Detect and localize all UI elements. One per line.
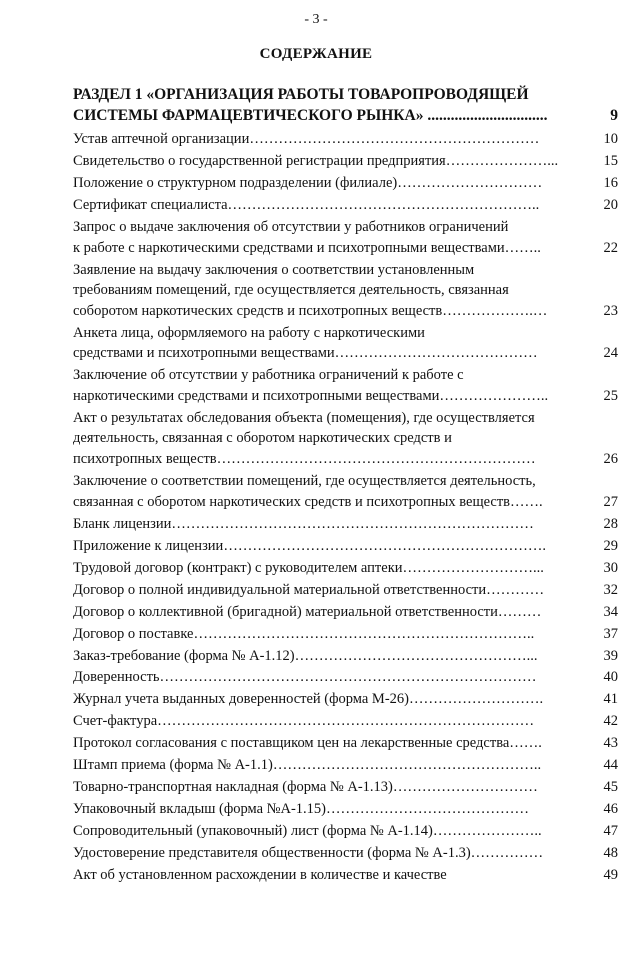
toc-entry-title-line: Положение о структурном подразделении (филиале)…………………………: [73, 174, 543, 191]
toc-entry-page: 29: [603, 537, 618, 554]
toc-entry-title-line: Заявление на выдачу заключения о соответствии установленным: [73, 261, 475, 278]
toc-entry-title: [73, 323, 582, 364]
toc-entry-page: 26: [603, 451, 618, 468]
toc-entry-page: 25: [603, 387, 618, 404]
toc-entry-title-line: Сертификат специалиста………………………………………………………..: [73, 196, 540, 213]
toc-entry-title-line: Доверенность……………………………………………………………………: [73, 669, 537, 686]
toc-entry-title: [73, 217, 582, 258]
toc-entry[interactable]: [73, 558, 618, 579]
toc-entry[interactable]: [73, 624, 618, 645]
toc-entry-page: 15: [603, 152, 618, 169]
toc-entry-page: 28: [603, 515, 618, 532]
toc-entry-page: 46: [603, 801, 618, 818]
toc-entry[interactable]: [73, 755, 618, 776]
toc-entry-title: [73, 129, 582, 150]
toc-entry-title-line: психотропных веществ…………………………………………………………: [73, 451, 536, 468]
toc-entry-title-line: наркотическими средствами и психотропными веществами…………………..: [73, 387, 549, 404]
toc-entry[interactable]: [73, 195, 618, 216]
toc-entry-title: [73, 711, 582, 732]
toc-entry-title: [73, 799, 582, 820]
toc-entry-page: 44: [603, 757, 618, 774]
toc-entry-title-line: Анкета лица, оформляемого на работу с наркотическими: [73, 324, 425, 341]
toc-entry-title: [73, 471, 582, 512]
toc-entry-page: 22: [603, 239, 618, 256]
toc-entry-title-line: соборотом наркотических средств и психотропных веществ……………….…: [73, 302, 548, 319]
toc-entry[interactable]: [73, 689, 618, 710]
toc-section-title-line: СИСТЕМЫ ФАРМАЦЕВТИЧЕСКОГО РЫНКА» ...............................: [73, 107, 548, 124]
toc-entry-title-line: Счет-фактура……………………………………………………………………: [73, 713, 535, 730]
toc-entry-title: [73, 733, 582, 754]
toc-entry[interactable]: [73, 733, 618, 754]
toc-entry-page: 42: [603, 713, 618, 730]
toc-entry[interactable]: [73, 408, 618, 470]
toc-entry-title-line: Трудовой договор (контракт) с руководителем аптеки………………………...: [73, 559, 544, 576]
toc-entry-title-line: Приложение к лицензии………………………………………………………….: [73, 537, 546, 554]
toc-entry-page: 10: [603, 131, 618, 147]
toc-entry-title-line: Сопроводительный (упаковочный) лист (форма № А-1.14)…………………..: [73, 823, 542, 840]
toc-entry-title: [73, 408, 582, 470]
toc-entry[interactable]: [73, 260, 618, 322]
toc-entry[interactable]: [73, 129, 618, 150]
toc-entry-title: [73, 536, 582, 557]
toc-entry-title: [73, 667, 582, 688]
toc-entry[interactable]: [73, 580, 618, 601]
toc-entry-title: [73, 558, 582, 579]
table-of-contents: [73, 84, 618, 887]
toc-entry[interactable]: [73, 602, 618, 623]
toc-entry-page: 30: [603, 559, 618, 576]
toc-entry-page: 48: [603, 845, 618, 862]
toc-entry-page: 47: [603, 823, 618, 840]
toc-entry[interactable]: [73, 711, 618, 732]
toc-entry-title-line: Штамп приема (форма № А-1.1)………………………………………………..: [73, 757, 542, 774]
toc-entry-title-line: Акт о результатах обследования объекта (помещения), где осуществляется: [73, 409, 535, 426]
toc-entry-title-line: Договор о коллективной (бригадной) материальной ответственности………: [73, 603, 542, 620]
toc-entry-page: 41: [603, 691, 618, 708]
toc-entry-title: [73, 602, 582, 623]
toc-entry-title-line: связанная с оборотом наркотических средств и психотропных веществ…….: [73, 493, 543, 510]
toc-entry-page: 34: [603, 603, 618, 620]
toc-entry-page: 40: [603, 669, 618, 686]
toc-entry-page: 45: [603, 779, 618, 796]
toc-entry-title-line: Упаковочный вкладыш (форма №А-1.15)……………………………………: [73, 801, 529, 818]
toc-entry-title-line: Бланк лицензии…………………………………………………………………: [73, 515, 534, 532]
toc-entry-title: [73, 821, 582, 842]
toc-entry-page: 39: [603, 647, 618, 664]
toc-section-page: 9: [610, 107, 618, 124]
toc-entry[interactable]: [73, 865, 618, 886]
toc-entry[interactable]: [73, 646, 618, 667]
toc-entry-title-line: Устав аптечной организации……………………………………………………: [73, 131, 540, 147]
toc-entry[interactable]: [73, 151, 618, 172]
toc-entry[interactable]: [73, 667, 618, 688]
toc-entry-title-line: средствами и психотропными веществами……………………………………: [73, 345, 538, 362]
toc-entry-title: [73, 646, 582, 667]
page-number: - 3 -: [304, 12, 328, 27]
toc-entry-title-line: Запрос о выдаче заключения об отсутствии у работников ограничений: [73, 218, 509, 235]
toc-entry[interactable]: [73, 173, 618, 194]
toc-entry-title-line: Журнал учета выданных доверенностей (форма М-26)……………………….: [73, 691, 544, 708]
toc-entry-title: [73, 689, 582, 710]
toc-entry[interactable]: [73, 514, 618, 535]
toc-entry[interactable]: [73, 365, 618, 406]
toc-entry-title: [73, 514, 582, 535]
toc-entry[interactable]: [73, 777, 618, 798]
toc-entry-page: 16: [603, 174, 618, 191]
toc-entry[interactable]: [73, 536, 618, 557]
toc-entry-page: 37: [603, 625, 618, 642]
toc-entry-page: 27: [603, 493, 618, 510]
toc-entry-title-line: Заключение об отсутствии у работника ограничений к работе с: [73, 367, 464, 384]
toc-section-title-line: РАЗДЕЛ 1 «ОРГАНИЗАЦИЯ РАБОТЫ ТОВАРОПРОВОДЯЩЕЙ: [73, 86, 529, 103]
toc-entry-page: 24: [603, 345, 618, 362]
toc-entry-title: [73, 365, 582, 406]
toc-entry-title-line: Удостоверение представителя общественности (форма № А-1.3)……………: [73, 845, 544, 862]
toc-entry-title-line: Товарно-транспортная накладная (форма № А-1.13)…………………………: [73, 779, 538, 796]
toc-entry-title: [73, 777, 582, 798]
toc-title: СОДЕРЖАНИЕ: [259, 46, 373, 62]
toc-entry-title-line: Договор о поставке……………………………………………………………..: [73, 625, 535, 642]
toc-entry[interactable]: [73, 821, 618, 842]
toc-entry-page: 49: [603, 867, 618, 884]
toc-entry-page: 23: [603, 302, 618, 319]
toc-entry[interactable]: [73, 323, 618, 364]
toc-entry-title: [73, 195, 582, 216]
toc-entry-title: [73, 580, 582, 601]
toc-entry[interactable]: [73, 217, 618, 258]
toc-entry-title-line: Заказ-требование (форма № А-1.12)…………………………………………...: [73, 647, 538, 664]
toc-entry-title: [73, 865, 582, 886]
toc-entry-title-line: к работе с наркотическими средствами и психотропными веществами……..: [73, 239, 541, 256]
toc-entry-title: [73, 151, 582, 172]
toc-entry-title-line: требованиям помещений, где осуществляется деятельность, связанная: [73, 282, 509, 299]
toc-entry-title-line: Договор о полной индивидуальной материальной ответственности…………: [73, 581, 545, 598]
toc-entry-title-line: Заключение о соответствии помещений, где осуществляется деятельность,: [73, 473, 536, 490]
toc-entry-title: [73, 843, 582, 864]
toc-entry-title-line: деятельность, связанная с оборотом наркотических средств и: [73, 430, 452, 447]
toc-entry-title: [73, 260, 582, 322]
toc-entry-page: 32: [603, 581, 618, 598]
toc-entry-title: [73, 624, 582, 645]
toc-entry-title-line: Протокол согласования с поставщиком цен на лекарственные средства…….: [73, 735, 542, 752]
toc-entry-page: 43: [603, 735, 618, 752]
toc-entry-title: [73, 755, 582, 776]
toc-entry-title: [73, 173, 582, 194]
toc-entry-page: 20: [603, 196, 618, 213]
toc-entry[interactable]: [73, 843, 618, 864]
toc-entry-title-line: Свидетельство о государственной регистрации предприятия…………………...: [73, 152, 559, 169]
toc-section-title: [73, 84, 582, 126]
toc-entry[interactable]: [73, 799, 618, 820]
toc-entry[interactable]: [73, 471, 618, 512]
toc-section[interactable]: [73, 84, 618, 126]
toc-entry-title-line: Акт об установленном расхождении в количестве и качестве: [73, 867, 447, 884]
